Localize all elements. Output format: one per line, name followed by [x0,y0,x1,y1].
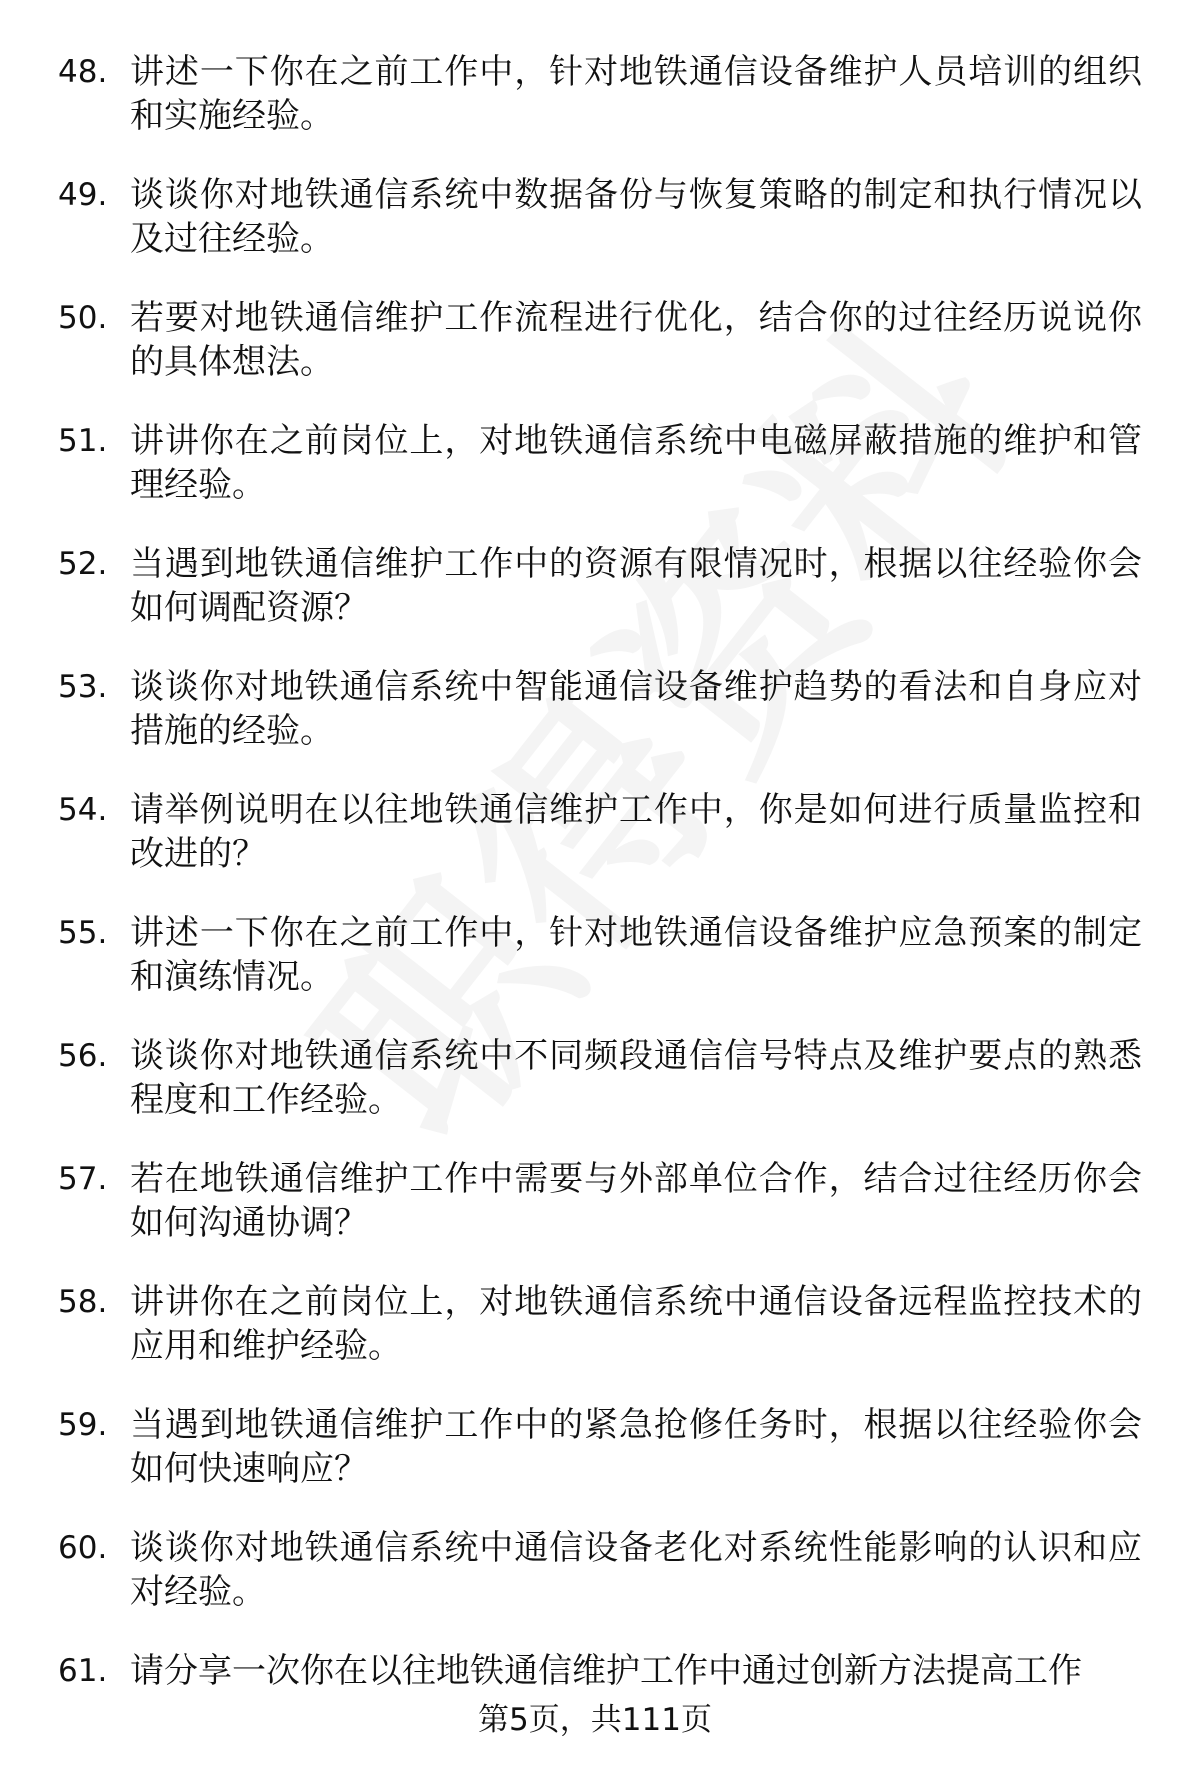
question-text: 请分享一次你在以往地铁通信维护工作中通过创新方法提高工作 [130,1651,1082,1691]
list-item [0,1526,1190,1649]
question-list [0,50,1190,1772]
list-item [0,665,1190,788]
question-text: 讲述一下你在之前工作中，针对地铁通信设备维护人员培训的组织和实施经验。 [130,52,1142,136]
list-item [0,173,1190,296]
list-item [0,788,1190,911]
list-item [0,1280,1190,1403]
question-number: 52. [58,546,108,582]
question-text: 谈谈你对地铁通信系统中数据备份与恢复策略的制定和执行情况以及过往经验。 [130,175,1142,259]
question-text: 请举例说明在以往地铁通信维护工作中，你是如何进行质量监控和改进的？ [130,790,1142,874]
question-number: 50. [58,300,108,336]
question-number: 54. [58,792,108,828]
question-text: 谈谈你对地铁通信系统中通信设备老化对系统性能影响的认识和应对经验。 [130,1528,1142,1612]
question-text: 讲述一下你在之前工作中，针对地铁通信设备维护应急预案的制定和演练情况。 [130,913,1142,997]
list-item [0,911,1190,1034]
question-number: 48. [58,54,108,90]
list-item [0,542,1190,665]
list-item [0,50,1190,173]
question-text: 当遇到地铁通信维护工作中的紧急抢修任务时，根据以往经验你会如何快速响应？ [130,1405,1142,1489]
question-number: 59. [58,1407,108,1443]
question-text: 谈谈你对地铁通信系统中不同频段通信信号特点及维护要点的熟悉程度和工作经验。 [130,1036,1142,1120]
page-footer: 第5页，共111页 [478,1702,712,1738]
list-item [0,1157,1190,1280]
question-text: 若要对地铁通信维护工作流程进行优化，结合你的过往经历说说你的具体想法。 [130,298,1142,382]
question-number: 53. [58,669,108,705]
question-number: 58. [58,1284,108,1320]
question-number: 55. [58,915,108,951]
list-item [0,1034,1190,1157]
question-text: 若在地铁通信维护工作中需要与外部单位合作，结合过往经历你会如何沟通协调？ [130,1159,1142,1243]
question-text: 谈谈你对地铁通信系统中智能通信设备维护趋势的看法和自身应对措施的经验。 [130,667,1142,751]
question-text: 讲讲你在之前岗位上，对地铁通信系统中电磁屏蔽措施的维护和管理经验。 [130,421,1142,505]
question-number: 61. [58,1653,108,1689]
question-number: 56. [58,1038,108,1074]
question-number: 60. [58,1530,108,1566]
question-number: 51. [58,423,108,459]
question-number: 57. [58,1161,108,1197]
question-text: 讲讲你在之前岗位上，对地铁通信系统中通信设备远程监控技术的应用和维护经验。 [130,1282,1142,1366]
list-item [0,419,1190,542]
list-item [0,1403,1190,1526]
question-text: 当遇到地铁通信维护工作中的资源有限情况时，根据以往经验你会如何调配资源？ [130,544,1142,628]
question-number: 49. [58,177,108,213]
list-item [0,296,1190,419]
